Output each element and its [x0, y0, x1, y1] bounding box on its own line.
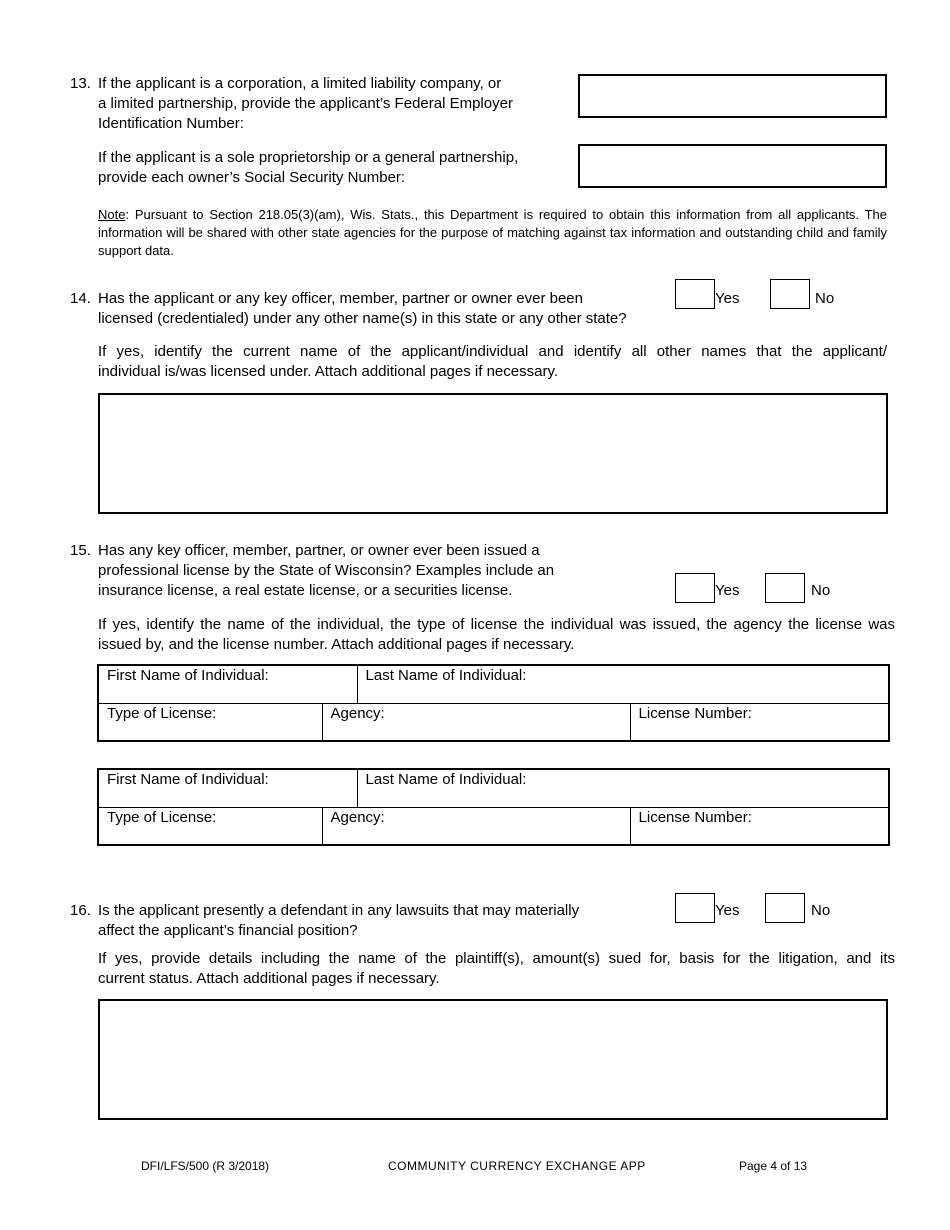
fein-input[interactable]	[578, 74, 887, 118]
agency-cell[interactable]	[322, 807, 630, 845]
question-text-line: provide each owner’s Social Security Number:	[98, 169, 406, 186]
question-text-line: licensed (credentialed) under any other name(s) in this state or any other state?	[98, 310, 627, 327]
instruction-line: individual is/was licensed under. Attach additional pages if necessary.	[98, 363, 558, 380]
question-text-line: professional license by the State of Wisconsin? Examples include an	[98, 562, 555, 579]
footer-title: COMMUNITY CURRENCY EXCHANGE APP	[388, 1159, 646, 1173]
question-number: 16.	[70, 902, 91, 919]
question-text-line: Is the applicant presently a defendant in any lawsuits that may materially	[98, 902, 580, 919]
last-name-label: Last Name of Individual:	[365, 771, 527, 788]
first-name-cell[interactable]	[98, 769, 357, 807]
license-number-cell[interactable]	[630, 703, 889, 741]
table-row	[98, 769, 889, 807]
instruction-line: issued by, and the license number. Attach additional pages if necessary.	[98, 636, 575, 653]
note-paragraph	[98, 206, 887, 260]
instruction-line: If yes, identify the current name of the applicant/individual and identify all other names that the applicant/	[98, 343, 887, 360]
first-name-label: First Name of Individual:	[107, 771, 269, 788]
yes-label: Yes	[715, 290, 740, 307]
license-type-label: Type of License:	[107, 704, 217, 722]
no-label: No	[811, 902, 831, 919]
question-text-line: If the applicant is a corporation, a limited liability company, or	[98, 75, 502, 92]
question-text-line: If the applicant is a sole proprietorship or a general partnership,	[98, 149, 519, 166]
no-checkbox[interactable]	[765, 893, 805, 923]
agency-label: Agency:	[330, 704, 385, 722]
yes-label: Yes	[715, 902, 740, 919]
yes-checkbox[interactable]	[675, 573, 715, 603]
license-number-label: License Number:	[638, 704, 752, 722]
ssn-input[interactable]	[578, 144, 887, 188]
license-table	[97, 768, 890, 846]
question-text-line: Identification Number:	[98, 115, 244, 132]
lawsuit-details-textarea[interactable]	[98, 999, 888, 1120]
question-text-line: insurance license, a real estate license, or a securities license.	[98, 582, 513, 599]
last-name-cell[interactable]	[357, 769, 889, 807]
question-text-line: Has any key officer, member, partner, or owner ever been issued a	[98, 542, 540, 559]
question-number: 15.	[70, 542, 91, 559]
agency-cell[interactable]	[322, 703, 630, 741]
question-number: 13.	[70, 75, 91, 92]
last-name-label: Last Name of Individual:	[365, 667, 527, 684]
question-text-line: affect the applicant’s financial position?	[98, 922, 358, 939]
first-name-label: First Name of Individual:	[107, 667, 269, 684]
question-number: 14.	[70, 290, 91, 307]
first-name-cell[interactable]	[98, 665, 357, 703]
license-number-label: License Number:	[638, 808, 752, 826]
last-name-cell[interactable]	[357, 665, 889, 703]
no-label: No	[811, 582, 831, 599]
instruction-line: If yes, provide details including the name of the plaintiff(s), amount(s) sued for, basis for the litigation, and its	[98, 950, 895, 967]
other-names-textarea[interactable]	[98, 393, 888, 514]
instruction-line: current status. Attach additional pages if necessary.	[98, 970, 440, 987]
no-label: No	[815, 290, 835, 307]
no-checkbox[interactable]	[770, 279, 810, 309]
license-type-cell[interactable]	[98, 703, 322, 741]
note-label: Note	[98, 207, 126, 222]
agency-label: Agency:	[330, 808, 385, 826]
note-text: : Pursuant to Section 218.05(3)(am), Wis. Stats., this Department is required to obtain this information from all applicants. The information will be shared with other state agencies for the purpose of matching against tax information and outstanding child and family support data.	[98, 207, 887, 258]
footer-page-number: Page 4 of 13	[739, 1159, 808, 1173]
no-checkbox[interactable]	[765, 573, 805, 603]
license-number-cell[interactable]	[630, 807, 889, 845]
table-row	[98, 665, 889, 703]
yes-checkbox[interactable]	[675, 893, 715, 923]
yes-label: Yes	[715, 582, 740, 599]
instruction-line: If yes, identify the name of the individual, the type of license the individual was issued, the agency the license was	[98, 616, 895, 633]
license-table	[97, 664, 890, 742]
table-row	[98, 703, 889, 741]
question-text-line: Has the applicant or any key officer, member, partner or owner ever been	[98, 290, 583, 307]
yes-checkbox[interactable]	[675, 279, 715, 309]
license-type-label: Type of License:	[107, 808, 217, 826]
table-row	[98, 807, 889, 845]
footer-form-id: DFI/LFS/500 (R 3/2018)	[141, 1159, 270, 1173]
question-text-line: a limited partnership, provide the applicant’s Federal Employer	[98, 95, 513, 112]
license-type-cell[interactable]	[98, 807, 322, 845]
